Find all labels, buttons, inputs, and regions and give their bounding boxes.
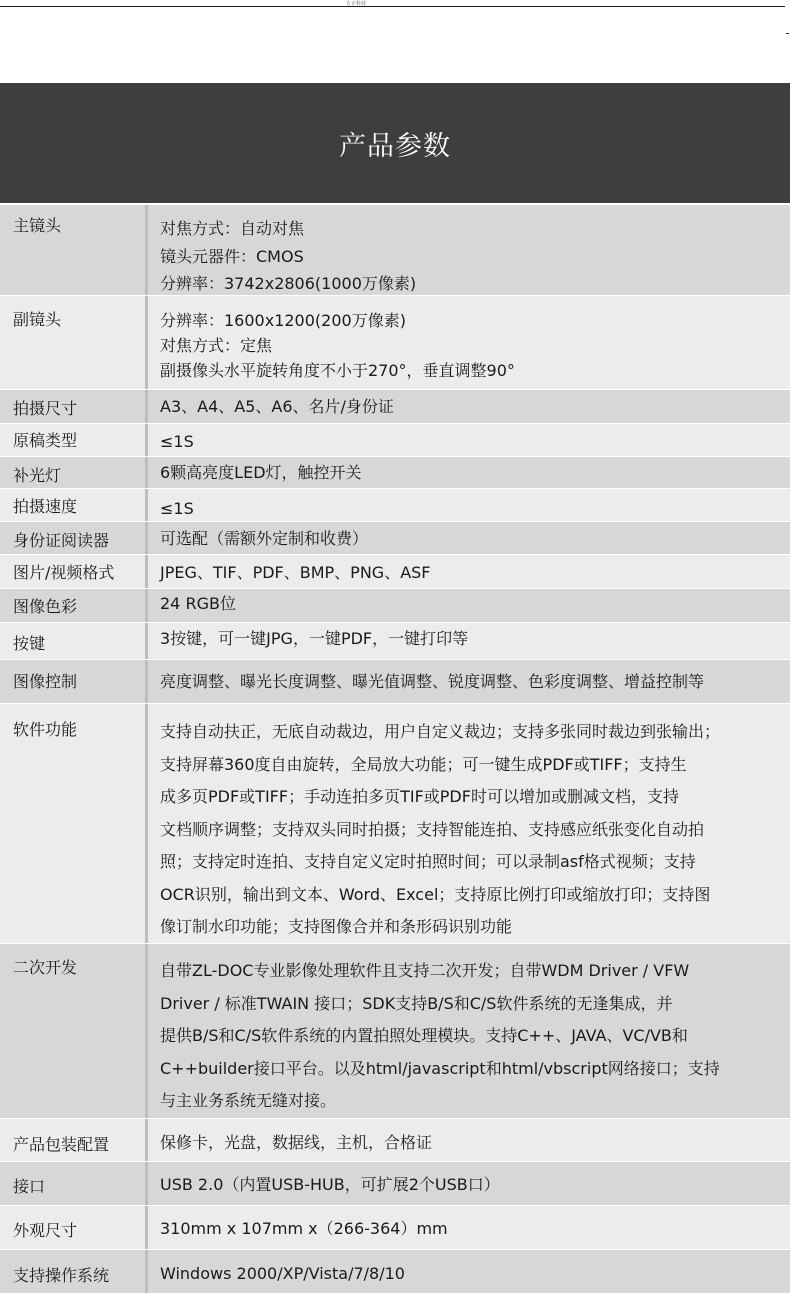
spec-label: 图像色彩 bbox=[13, 597, 78, 616]
spec-label: 外观尺寸 bbox=[13, 1221, 78, 1240]
spec-row bbox=[0, 488, 790, 521]
spec-row bbox=[0, 943, 790, 1118]
spec-label: 二次开发 bbox=[13, 958, 78, 977]
spec-value-line: 对焦方式：定焦 bbox=[160, 336, 273, 355]
spec-row bbox=[0, 622, 790, 659]
section-title: 产品参数 bbox=[339, 130, 451, 162]
section-header bbox=[0, 83, 790, 203]
spec-row bbox=[0, 456, 790, 488]
spec-value-line: 自带ZL-DOC专业影像处理软件且支持二次开发；自带WDM Driver / VFW bbox=[160, 961, 690, 980]
spec-label: 原稿类型 bbox=[13, 431, 78, 450]
spec-value bbox=[148, 660, 790, 703]
spec-label: 产品包装配置 bbox=[13, 1135, 110, 1154]
spec-value bbox=[148, 522, 790, 554]
spec-value-line: 文档顺序调整；支持双头同时拍摄；支持智能连拍、支持感应纸张变化自动拍 bbox=[160, 819, 705, 839]
spec-row bbox=[0, 1249, 790, 1293]
spec-value-line: Windows 2000/XP/Vista/7/8/10 bbox=[160, 1264, 405, 1283]
spec-label: 软件功能 bbox=[13, 720, 78, 739]
spec-value-line: 亮度调整、曝光长度调整、曝光值调整、锐度调整、色彩度调整、增益控制等 bbox=[160, 672, 705, 691]
spec-value bbox=[148, 296, 790, 389]
spec-row bbox=[0, 423, 790, 456]
spec-value-line: 副摄像头水平旋转角度不小于270°，垂直调整90° bbox=[160, 361, 515, 380]
spec-row bbox=[0, 521, 790, 554]
spec-value-line: 3按键，可一键JPG，一键PDF，一键打印等 bbox=[160, 629, 469, 648]
spec-value-line: OCR识别，输出到文本、Word、Excel；支持原比例打印或缩放打印；支持图 bbox=[160, 884, 711, 904]
spec-row bbox=[0, 1161, 790, 1205]
spec-row bbox=[0, 1205, 790, 1249]
spec-value-line: A3、A4、A5、A6、名片/身份证 bbox=[160, 397, 394, 416]
spec-value-line: 保修卡，光盘，数据线，主机，合格证 bbox=[160, 1133, 433, 1152]
spec-label: 拍摄尺寸 bbox=[13, 399, 78, 418]
spec-label: 身份证阅读器 bbox=[13, 531, 110, 550]
spec-value bbox=[148, 489, 790, 521]
spec-value-line: 提供B/S和C/S软件系统的内置拍照处理模块。支持C++、JAVA、VC/VB和 bbox=[160, 1026, 688, 1045]
spec-value bbox=[148, 390, 790, 423]
spec-row bbox=[0, 295, 790, 389]
spec-value-line: 镜头元器件：CMOS bbox=[160, 246, 304, 266]
spec-value bbox=[148, 205, 790, 295]
spec-label: 按键 bbox=[13, 634, 46, 653]
spec-value-line: 像订制水印功能；支持图像合并和条形码识别功能 bbox=[160, 917, 513, 936]
spec-value-line: Driver / 标准TWAIN 接口；SDK支持B/S和C/S软件系统的无逢集成，并 bbox=[160, 993, 673, 1013]
spec-value bbox=[148, 1119, 790, 1161]
spec-row bbox=[0, 703, 790, 943]
spec-value-line: ≤1S bbox=[160, 432, 194, 451]
spec-label: 图像控制 bbox=[13, 672, 78, 691]
spec-value-line: 310mm x 107mm x（266-364）mm bbox=[160, 1219, 448, 1238]
spec-value-line: 分辨率：1600x1200(200万像素) bbox=[160, 311, 406, 330]
spec-value-line: 可选配（需额外定制和收费） bbox=[160, 529, 369, 548]
top-tick-mark bbox=[786, 33, 789, 34]
spec-value-line: 照；支持定时连拍、支持自定义定时拍照时间；可以录制asf格式视频；支持 bbox=[160, 852, 696, 871]
spec-value bbox=[148, 704, 790, 943]
top-divider-line bbox=[0, 6, 785, 7]
spec-value-line: 6颗高亮度LED灯，触控开关 bbox=[160, 463, 362, 482]
spec-value-line: JPEG、TIF、PDF、BMP、PNG、ASF bbox=[160, 563, 431, 582]
spec-row bbox=[0, 588, 790, 622]
spec-row bbox=[0, 554, 790, 588]
spec-label: 补光灯 bbox=[13, 466, 62, 485]
spec-value bbox=[148, 944, 790, 1118]
spec-value bbox=[148, 555, 790, 588]
spec-row bbox=[0, 389, 790, 423]
spec-value bbox=[148, 1206, 790, 1249]
spec-value-line: 对焦方式：自动对焦 bbox=[160, 219, 305, 238]
spec-table bbox=[0, 204, 790, 1293]
spec-row bbox=[0, 204, 790, 295]
spec-value-line: 支持自动扶正，无底自动裁边，用户自定义裁边；支持多张同时裁边到张输出； bbox=[160, 722, 721, 741]
spec-label: 主镜头 bbox=[13, 216, 62, 235]
spec-row bbox=[0, 1118, 790, 1161]
spec-label: 支持操作系统 bbox=[13, 1266, 110, 1285]
spec-value bbox=[148, 623, 790, 659]
spec-label: 拍摄速度 bbox=[13, 497, 78, 516]
spec-value bbox=[148, 424, 790, 456]
spec-row bbox=[0, 659, 790, 703]
spec-label: 副镜头 bbox=[13, 310, 62, 329]
spec-value-line: USB 2.0（内置USB-HUB，可扩展2个USB口） bbox=[160, 1175, 500, 1194]
spec-label: 图片/视频格式 bbox=[13, 563, 115, 582]
top-strip bbox=[0, 0, 790, 83]
spec-value-line: 支持屏幕360度自由旋转，全局放大功能；可一键生成PDF或TIFF；支持生 bbox=[160, 754, 687, 774]
spec-value bbox=[148, 1162, 790, 1205]
spec-label: 接口 bbox=[13, 1177, 46, 1196]
spec-value-line: ≤1S bbox=[160, 499, 194, 518]
top-small-text: 方正科技 bbox=[346, 1, 367, 7]
spec-value-line: 24 RGB位 bbox=[160, 594, 236, 613]
spec-value-line: C++builder接口平台。以及html/javascript和html/vbscript网络接口；支持 bbox=[160, 1058, 720, 1078]
spec-value-line: 成多页PDF或TIFF；手动连拍多页TIF或PDF时可以增加或删减文档，支持 bbox=[160, 787, 679, 806]
spec-value-line: 分辨率：3742x2806(1000万像素) bbox=[160, 274, 417, 293]
spec-value-line: 与主业务系统无缝对接。 bbox=[160, 1091, 337, 1110]
spec-value bbox=[148, 457, 790, 488]
spec-value bbox=[148, 589, 790, 622]
